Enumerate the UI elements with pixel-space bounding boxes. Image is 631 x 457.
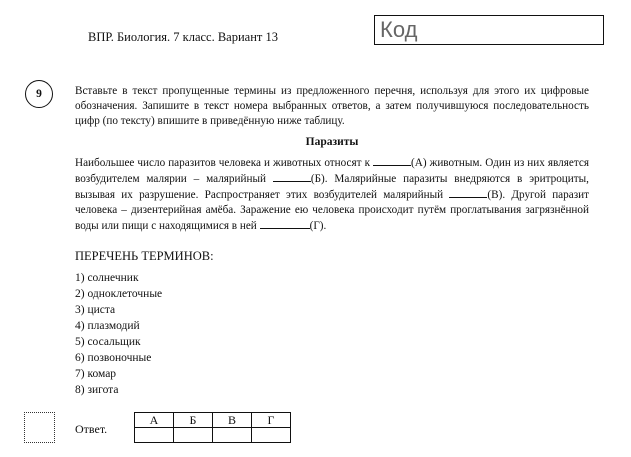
terms-list-title: ПЕРЕЧЕНЬ ТЕРМИНОВ: [75, 249, 214, 263]
term-item: 2) одноклеточные [75, 288, 163, 300]
answer-header-b: Б [174, 413, 213, 428]
gap-b[interactable] [273, 171, 311, 182]
answer-cell-v[interactable] [213, 428, 252, 443]
page-header-title: ВПР. Биология. 7 класс. Вариант 13 [88, 30, 278, 44]
task-instruction: Вставьте в текст пропущенные термины из предложенного перечня, используя для этого их цифровые обозначения. Запишите в текст номера выбранных ответов, а затем получившуюся последовательность цифр (по тексту) впишите в приведённую ниже таблицу. [75, 85, 589, 127]
text-part-1: Наибольшее число паразитов человека и животных относят к [75, 157, 374, 169]
text-part-2: (А) животным. Один из них является возбудителем малярии – малярийный [75, 157, 589, 185]
text-title: Паразиты [305, 136, 359, 148]
code-label: Код [380, 17, 418, 42]
gap-a[interactable] [373, 155, 411, 166]
term-item: 4) плазмодий [75, 320, 140, 332]
answer-header-a: А [135, 413, 174, 428]
task-text [75, 155, 589, 234]
score-box[interactable] [24, 412, 55, 443]
term-item: 8) зигота [75, 384, 119, 396]
text-part-4: (В). Другой паразит человека – дизентерийная амёба. Заражение ею человека происходит путём проглатывания загрязнённой воды или пищи с находящимися в ней [75, 189, 589, 232]
answer-label: Ответ. [75, 422, 108, 436]
gap-v[interactable] [449, 187, 487, 198]
term-item: 5) сосальщик [75, 336, 141, 348]
answer-cell-g[interactable] [252, 428, 291, 443]
answer-header-g: Г [252, 413, 291, 428]
terms-list [75, 270, 162, 398]
term-item: 7) комар [75, 368, 117, 380]
answer-header-v: В [213, 413, 252, 428]
gap-g[interactable] [260, 218, 310, 229]
answer-table [134, 412, 291, 443]
term-item: 3) циста [75, 304, 116, 316]
task-number-badge: 9 [25, 80, 53, 108]
answer-cell-a[interactable] [135, 428, 174, 443]
answer-cell-b[interactable] [174, 428, 213, 443]
term-item: 6) позвоночные [75, 352, 152, 364]
term-item: 1) солнечник [75, 272, 139, 284]
code-field[interactable] [374, 15, 604, 45]
text-part-5: (Г). [309, 220, 327, 232]
text-part-3: (Б). Малярийные паразиты внедряются в эритроциты, вызывая их разрушение. Распространяет этих возбудителей малярийный [75, 173, 589, 201]
